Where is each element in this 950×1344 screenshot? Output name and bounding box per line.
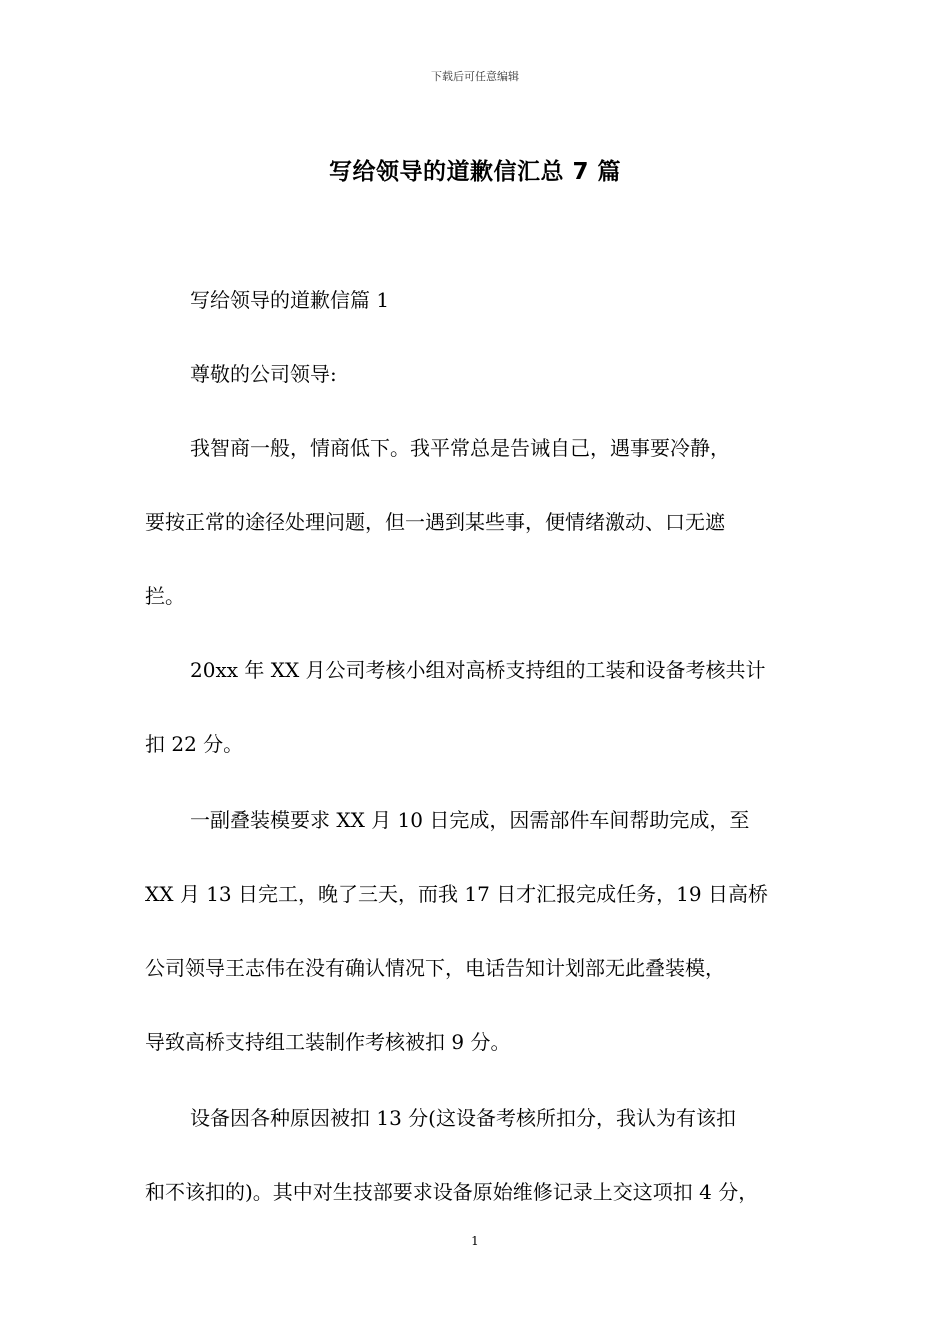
page-header-note: 下载后可任意编辑 (431, 70, 519, 83)
paragraph-line: 导致高桥支持组工装制作考核被扣 9 分。 (145, 1030, 511, 1054)
paragraph-line: 一副叠装模要求 XX 月 10 日完成，因需部件车间帮助完成，至 (190, 808, 750, 832)
paragraph-line: 我智商一般，情商低下。我平常总是告诫自己，遇事要冷静， (190, 436, 730, 460)
document-title: 写给领导的道歉信汇总 7 篇 (328, 159, 622, 185)
paragraph-line: 扣 22 分。 (145, 732, 244, 756)
section-heading: 写给领导的道歉信篇 1 (190, 288, 390, 312)
paragraph-line: 要按正常的途径处理问题，但一遇到某些事，便情绪激动、口无遮 (145, 510, 725, 534)
paragraph-line: 和不该扣的)。其中对生技部要求设备原始维修记录上交这项扣 4 分， (145, 1180, 759, 1204)
paragraph-line: 公司领导王志伟在没有确认情况下，电话告知计划部无此叠装模， (145, 956, 725, 980)
salutation: 尊敬的公司领导: (190, 362, 337, 386)
paragraph-line: 20xx 年 XX 月公司考核小组对高桥支持组的工装和设备考核共计 (190, 658, 766, 682)
paragraph-line: 设备因各种原因被扣 13 分(这设备考核所扣分，我认为有该扣 (190, 1106, 736, 1130)
paragraph-line: XX 月 13 日完工，晚了三天，而我 17 日才汇报完成任务，19 日高桥 (145, 882, 768, 906)
page-number: 1 (471, 1234, 479, 1248)
paragraph-line: 拦。 (145, 584, 185, 608)
